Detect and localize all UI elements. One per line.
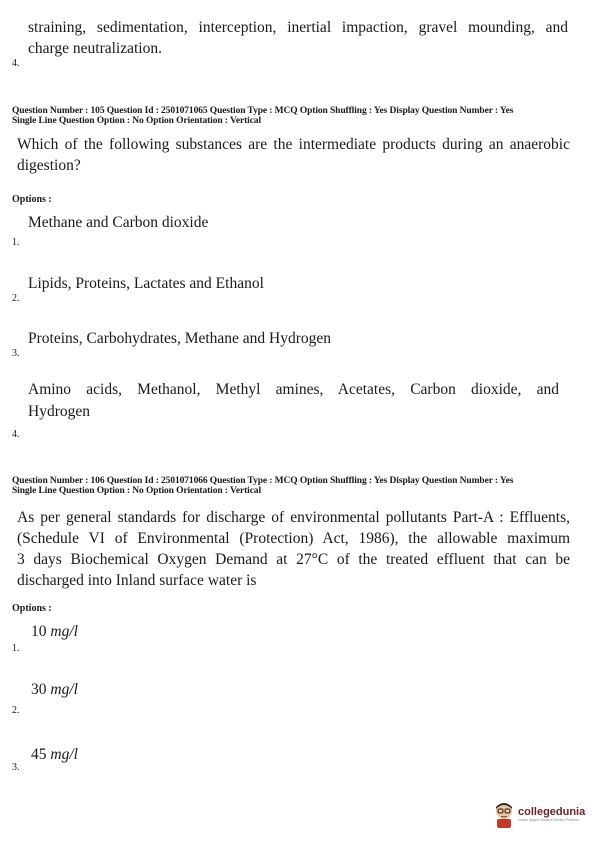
q106-option-1-value: 10 <box>31 623 47 640</box>
q105-question-line-1: Which of the following substances are the intermediate products during an anaerobic <box>17 136 570 153</box>
q105-option-4-number: 4. <box>12 429 20 440</box>
q105-option-3-number: 3. <box>12 348 20 359</box>
q106-option-2-text[interactable] <box>31 679 78 701</box>
q106-metadata-line-2: Single Line Question Option : No Option Orientation : Vertical <box>12 486 261 496</box>
q106-metadata <box>12 476 572 496</box>
previous-option-line-1: straining, sedimentation, interception, inertial impaction, gravel mounding, and <box>28 19 568 36</box>
q106-question-line-2: (Schedule VI of Environmental (Protection) Act, 1986), the allowable maximum <box>17 530 570 547</box>
q106-question-line-1: As per general standards for discharge of environmental pollutants Part-A : Effluents, <box>17 509 570 526</box>
q105-metadata-line-1: Question Number : 105 Question Id : 2501071065 Question Type : MCQ Option Shuffling : Yes Display Question Number : Yes <box>12 106 514 116</box>
collegedunia-logo <box>493 800 585 828</box>
q106-option-3-number: 3. <box>12 762 20 773</box>
q106-option-1-unit: mg/l <box>50 623 78 640</box>
q105-metadata-line-2: Single Line Question Option : No Option Orientation : Vertical <box>12 116 261 126</box>
q106-question-line-4: discharged into Inland surface water is <box>17 572 257 589</box>
previous-option-number: 4. <box>12 58 20 69</box>
q105-option-1-number: 1. <box>12 237 20 248</box>
q105-option-3-text[interactable]: Proteins, Carbohydrates, Methane and Hydrogen <box>28 330 332 347</box>
q106-metadata-line-1: Question Number : 106 Question Id : 2501071066 Question Type : MCQ Option Shuffling : Yes Display Question Number : Yes <box>12 476 514 486</box>
q106-option-3-unit: mg/l <box>50 746 78 763</box>
q105-option-2-text[interactable]: Lipids, Proteins, Lactates and Ethanol <box>28 275 264 292</box>
q105-options-label: Options : <box>12 194 52 205</box>
student-mascot-icon <box>493 800 515 828</box>
q106-question-line-3: 3 days Biochemical Oxygen Demand at 27°C of the treated effluent that can be <box>17 551 570 568</box>
q106-options-label: Options : <box>12 603 52 614</box>
logo-tagline: India's largest Student Review Platform <box>518 818 579 822</box>
q105-option-4-line-1: Amino acids, Methanol, Methyl amines, Acetates, Carbon dioxide, and <box>28 381 559 398</box>
q106-option-1-text[interactable] <box>31 621 78 643</box>
q105-option-2-number: 2. <box>12 293 20 304</box>
previous-option-line-2: charge neutralization. <box>28 40 162 57</box>
q105-option-4-line-2: Hydrogen <box>28 403 90 420</box>
q106-question-text <box>17 507 570 591</box>
q106-option-3-value: 45 <box>31 746 47 763</box>
q105-question-line-2: digestion? <box>17 157 81 174</box>
q106-option-2-value: 30 <box>31 681 47 698</box>
q106-option-1-number: 1. <box>12 643 20 654</box>
q105-option-4-text[interactable] <box>28 379 559 423</box>
q105-metadata <box>12 106 572 126</box>
q105-question-text <box>17 134 570 176</box>
q105-option-1-text[interactable]: Methane and Carbon dioxide <box>28 214 209 231</box>
q106-option-2-number: 2. <box>12 705 20 716</box>
logo-wordmark: collegedunia <box>518 806 586 818</box>
previous-option-text <box>28 17 568 59</box>
q106-option-3-text[interactable] <box>31 744 78 766</box>
q106-option-2-unit: mg/l <box>50 681 78 698</box>
